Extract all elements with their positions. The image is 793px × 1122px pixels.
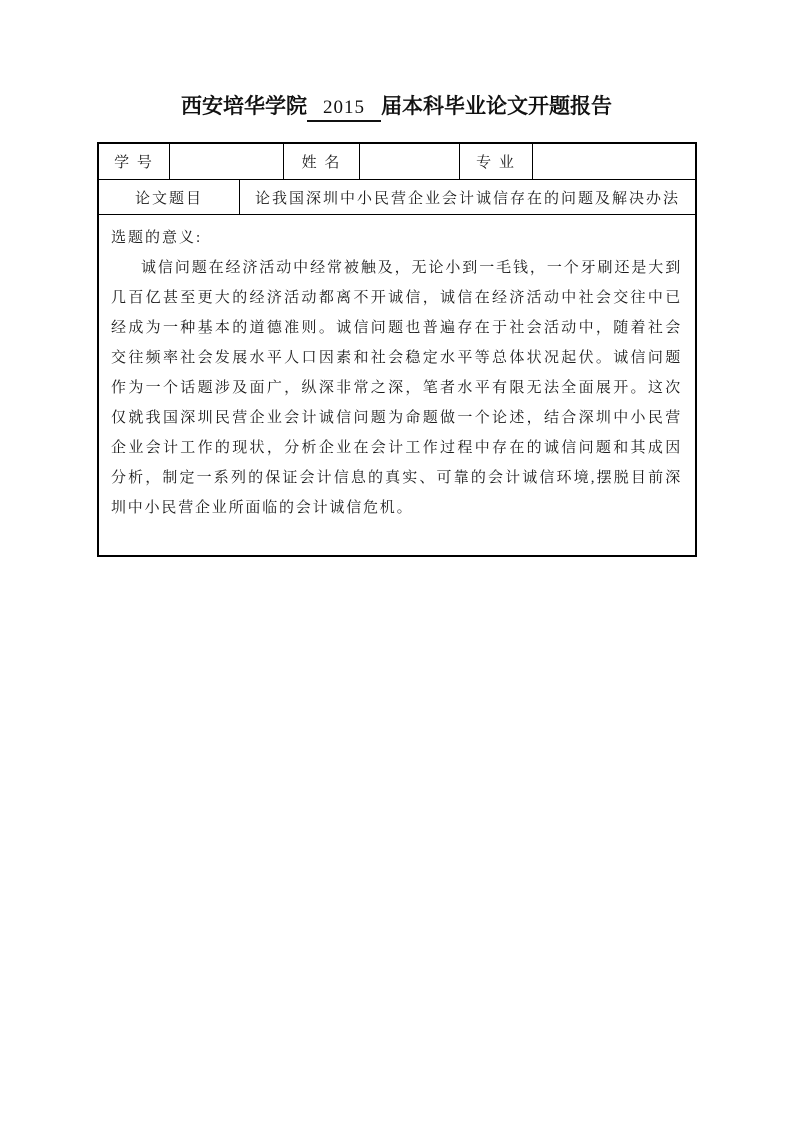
major-label-cell: 专 业 <box>460 144 533 179</box>
major-value-cell <box>533 144 695 179</box>
info-row <box>99 144 695 180</box>
proposal-form-table <box>97 142 697 557</box>
page-title <box>0 92 793 122</box>
thesis-title-row <box>99 180 695 215</box>
thesis-title-value-cell: 论我国深圳中小民营企业会计诚信存在的问题及解决办法 <box>254 190 680 207</box>
name-value-cell <box>360 144 460 179</box>
title-year-underline: 2015 <box>307 96 381 122</box>
name-label-cell: 姓 名 <box>284 144 360 179</box>
page-title-suffix: 届本科毕业论文开题报告 <box>381 94 612 118</box>
significance-section <box>99 215 695 555</box>
student-id-value-cell <box>170 144 284 179</box>
significance-paragraph: 诚信问题在经济活动中经常被触及，无论小到一毛钱，一个牙刷还是大到几百亿甚至更大的经济活动都离不开诚信，诚信在经济活动中社会交往中已经成为一种基本的道德准则。诚信问题也普遍存在于社会活动中，随着社会交往频率社会发展水平人口因素和社会稳定水平等总体状况起伏。诚信问题作为一个话题涉及面广，纵深非常之深，笔者水平有限无法全面展开。这次仅就我国深圳民营企业会计诚信问题为命题做一个论述，结合深圳中小民营企业会计工作的现状，分析企业在会计工作过程中存在的诚信问题和其成因分析，制定一系列的保证会计信息的真实、可靠的会计诚信环境,摆脱目前深圳中小民营企业所面临的会计诚信危机。 <box>111 260 682 516</box>
student-id-label-cell: 学 号 <box>99 144 170 179</box>
thesis-title-label-cell: 论文题目 <box>99 180 240 214</box>
page-title-prefix: 西安培华学院 <box>181 94 307 118</box>
significance-heading: 选题的意义: <box>111 230 203 246</box>
